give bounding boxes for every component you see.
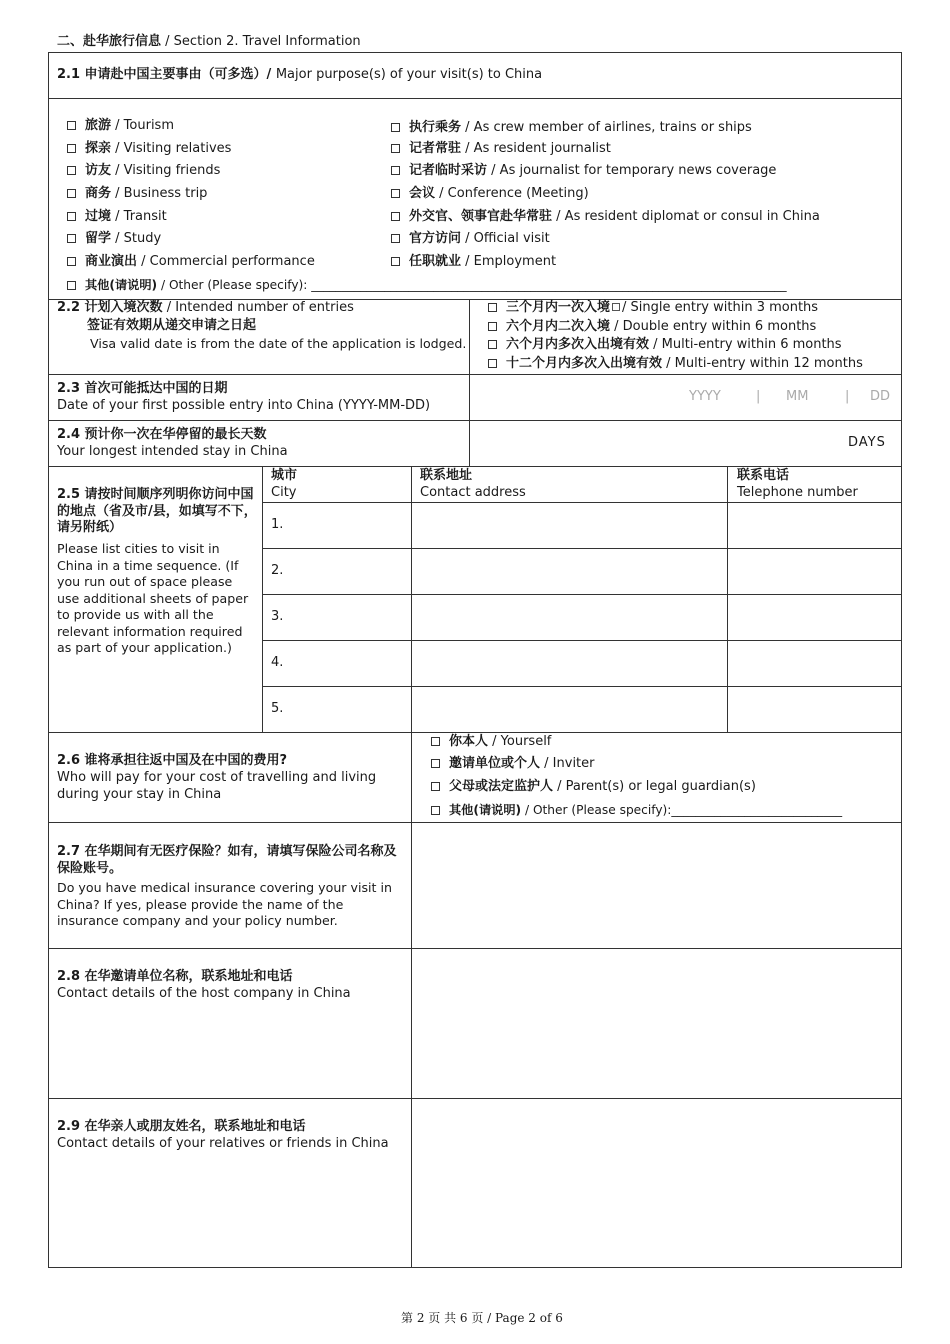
- small-box-icon: [612, 303, 620, 311]
- payer-option-inviter[interactable]: 邀请单位或个人 / Inviter: [431, 756, 595, 772]
- checkbox[interactable]: [431, 806, 440, 815]
- q2-5-label-en: Please list cities to visit in China in a time sequence. (If you run out of space please use additional sheets of paper to provide us with all the relevant information required as part of your application.): [57, 541, 249, 655]
- checkbox[interactable]: [67, 166, 76, 175]
- payer-option-other[interactable]: 其他(请说明) / Other (Please specify):____________________________: [431, 802, 842, 818]
- checkbox[interactable]: [391, 144, 400, 153]
- city-row-number: 3.: [271, 609, 284, 624]
- q2-4-label-en: Your longest intended stay in China: [57, 444, 288, 459]
- purpose-option-visiting-relatives[interactable]: 探亲 / Visiting relatives: [67, 141, 231, 157]
- q2-8-label-cn: 2.8 在华邀请单位名称，联系地址和电话: [57, 969, 293, 984]
- rule-2-5-header: [262, 502, 902, 503]
- purpose-option-study[interactable]: 留学 / Study: [67, 231, 161, 247]
- purpose-option-crew[interactable]: 执行乘务 / As crew member of airlines, trains or ships: [391, 120, 752, 136]
- checkbox[interactable]: [67, 144, 76, 153]
- q2-9-label-cn: 2.9 在华亲人或朋友姓名，联系地址和电话: [57, 1119, 306, 1134]
- q2-9-label-en: Contact details of your relatives or friends in China: [57, 1136, 389, 1151]
- entry-date-day[interactable]: DD: [870, 389, 891, 404]
- checkbox[interactable]: [391, 189, 400, 198]
- q2-2-label: 2.2 计划入境次数 / Intended number of entries: [57, 300, 354, 315]
- q2-1-label: 2.1 申请赴中国主要事由（可多选）/ Major purpose(s) of your visit(s) to China: [57, 67, 543, 82]
- rule-2-7-top: [48, 822, 902, 823]
- entry-date-month[interactable]: MM: [786, 389, 809, 404]
- rule-col-address: [411, 466, 412, 732]
- purpose-option-official-visit[interactable]: 官方访问 / Official visit: [391, 231, 550, 247]
- q2-3-label-en: Date of your first possible entry into China (YYYY-MM-DD): [57, 398, 431, 413]
- rule-2-5-top: [48, 466, 902, 467]
- q2-3-label-cn: 2.3 首次可能抵达中国的日期: [57, 381, 228, 396]
- purpose-option-other[interactable]: 其他(请说明) / Other (Please specify): ______________________________________________________________________________: [67, 277, 787, 293]
- city-row-number: 1.: [271, 517, 284, 532]
- q2-2-sub-en: Visa valid date is from the date of the application is lodged.: [90, 336, 467, 351]
- checkbox[interactable]: [391, 212, 400, 221]
- section-title: 二、赴华旅行信息 / Section 2. Travel Information: [57, 34, 361, 49]
- purpose-option-tourism[interactable]: 旅游 / Tourism: [67, 118, 174, 134]
- rule-2-1-header: [48, 98, 902, 99]
- col-city-en: City: [271, 485, 297, 500]
- checkbox[interactable]: [431, 782, 440, 791]
- purpose-option-resident-journalist[interactable]: 记者常驻 / As resident journalist: [391, 141, 611, 157]
- col-city-cn: 城市: [271, 468, 298, 483]
- rule-2-8-top: [48, 948, 902, 949]
- rule-2-4-top: [48, 420, 902, 421]
- q2-6-label-cn: 2.6 谁将承担往返中国及在中国的费用?: [57, 753, 288, 768]
- checkbox[interactable]: [431, 759, 440, 768]
- checkbox[interactable]: [431, 737, 440, 746]
- checkbox[interactable]: [488, 340, 497, 349]
- purpose-option-commercial-performance[interactable]: 商业演出 / Commercial performance: [67, 254, 315, 270]
- checkbox[interactable]: [67, 121, 76, 130]
- q2-2-sub-cn: 签证有效期从递交申请之日起: [87, 318, 257, 333]
- rule-2-5-row3: [262, 640, 902, 641]
- page-footer: 第 2 页 共 6 页 / Page 2 of 6: [401, 1311, 563, 1325]
- col-phone-cn: 联系电话: [737, 468, 790, 483]
- city-row-number: 5.: [271, 701, 284, 716]
- purpose-option-transit[interactable]: 过境 / Transit: [67, 209, 167, 225]
- entry-date-sep-2: |: [845, 389, 850, 404]
- purpose-option-resident-diplomat[interactable]: 外交官、领事官赴华常驻 / As resident diplomat or consul in China: [391, 209, 820, 225]
- city-row-number: 2.: [271, 563, 284, 578]
- rule-2-3-top: [48, 374, 902, 375]
- q2-6-label-en: Who will pay for your cost of travelling and living during your stay in China: [57, 770, 377, 802]
- rule-2-5-row4: [262, 686, 902, 687]
- checkbox[interactable]: [391, 166, 400, 175]
- checkbox[interactable]: [391, 123, 400, 132]
- q2-4-label-cn: 2.4 预计你一次在华停留的最长天数: [57, 427, 267, 442]
- stay-days-unit: DAYS: [848, 435, 886, 450]
- rule-col-2-2-2-4: [469, 299, 470, 466]
- rule-2-5-row2: [262, 594, 902, 595]
- purpose-option-temporary-journalist[interactable]: 记者临时采访 / As journalist for temporary news coverage: [391, 163, 776, 179]
- q2-7-label-cn: 2.7 在华期间有无医疗保险？如有，请填写保险公司名称及保险账号。: [57, 844, 397, 876]
- q2-5-label-cn: 2.5 请按时间顺序列明你访问中国的地点（省及市/县，如填写不下，请另附纸）: [57, 487, 257, 535]
- entries-option-multi-6[interactable]: 六个月内多次入出境有效 / Multi-entry within 6 months: [488, 337, 842, 353]
- rule-2-6-top: [48, 732, 902, 733]
- q2-7-label-en: Do you have medical insurance covering your visit in China? If yes, please provide the name of the insurance company and your policy number.: [57, 880, 392, 928]
- rule-col-city: [262, 466, 263, 732]
- checkbox[interactable]: [67, 189, 76, 198]
- rule-col-phone: [727, 466, 728, 732]
- purpose-option-visiting-friends[interactable]: 访友 / Visiting friends: [67, 163, 220, 179]
- col-address-cn: 联系地址: [420, 468, 473, 483]
- q2-8-label-en: Contact details of the host company in China: [57, 986, 351, 1001]
- checkbox[interactable]: [488, 322, 497, 331]
- payer-option-yourself[interactable]: 你本人 / Yourself: [431, 734, 551, 750]
- rule-col-answers: [411, 732, 412, 1268]
- entries-option-single[interactable]: 三个月内一次入境 / Single entry within 3 months: [488, 300, 818, 316]
- checkbox[interactable]: [67, 281, 76, 290]
- rule-2-9-top: [48, 1098, 902, 1099]
- checkbox[interactable]: [67, 212, 76, 221]
- col-phone-en: Telephone number: [737, 485, 858, 500]
- purpose-option-conference[interactable]: 会议 / Conference (Meeting): [391, 186, 589, 202]
- purpose-option-employment[interactable]: 任职就业 / Employment: [391, 254, 556, 270]
- entries-option-multi-12[interactable]: 十二个月内多次入出境有效 / Multi-entry within 12 months: [488, 356, 863, 372]
- payer-option-guardian[interactable]: 父母或法定监护人 / Parent(s) or legal guardian(s): [431, 779, 756, 795]
- city-row-number: 4.: [271, 655, 284, 670]
- rule-2-5-row1: [262, 548, 902, 549]
- entry-date-year[interactable]: YYYY: [689, 389, 721, 404]
- entries-option-double[interactable]: 六个月内二次入境 / Double entry within 6 months: [488, 319, 816, 335]
- col-address-en: Contact address: [420, 485, 526, 500]
- checkbox[interactable]: [488, 359, 497, 368]
- checkbox[interactable]: [488, 303, 497, 312]
- checkbox[interactable]: [67, 234, 76, 243]
- checkbox[interactable]: [391, 257, 400, 266]
- entry-date-sep-1: |: [756, 389, 761, 404]
- checkbox[interactable]: [391, 234, 400, 243]
- checkbox[interactable]: [67, 257, 76, 266]
- purpose-option-business[interactable]: 商务 / Business trip: [67, 186, 207, 202]
